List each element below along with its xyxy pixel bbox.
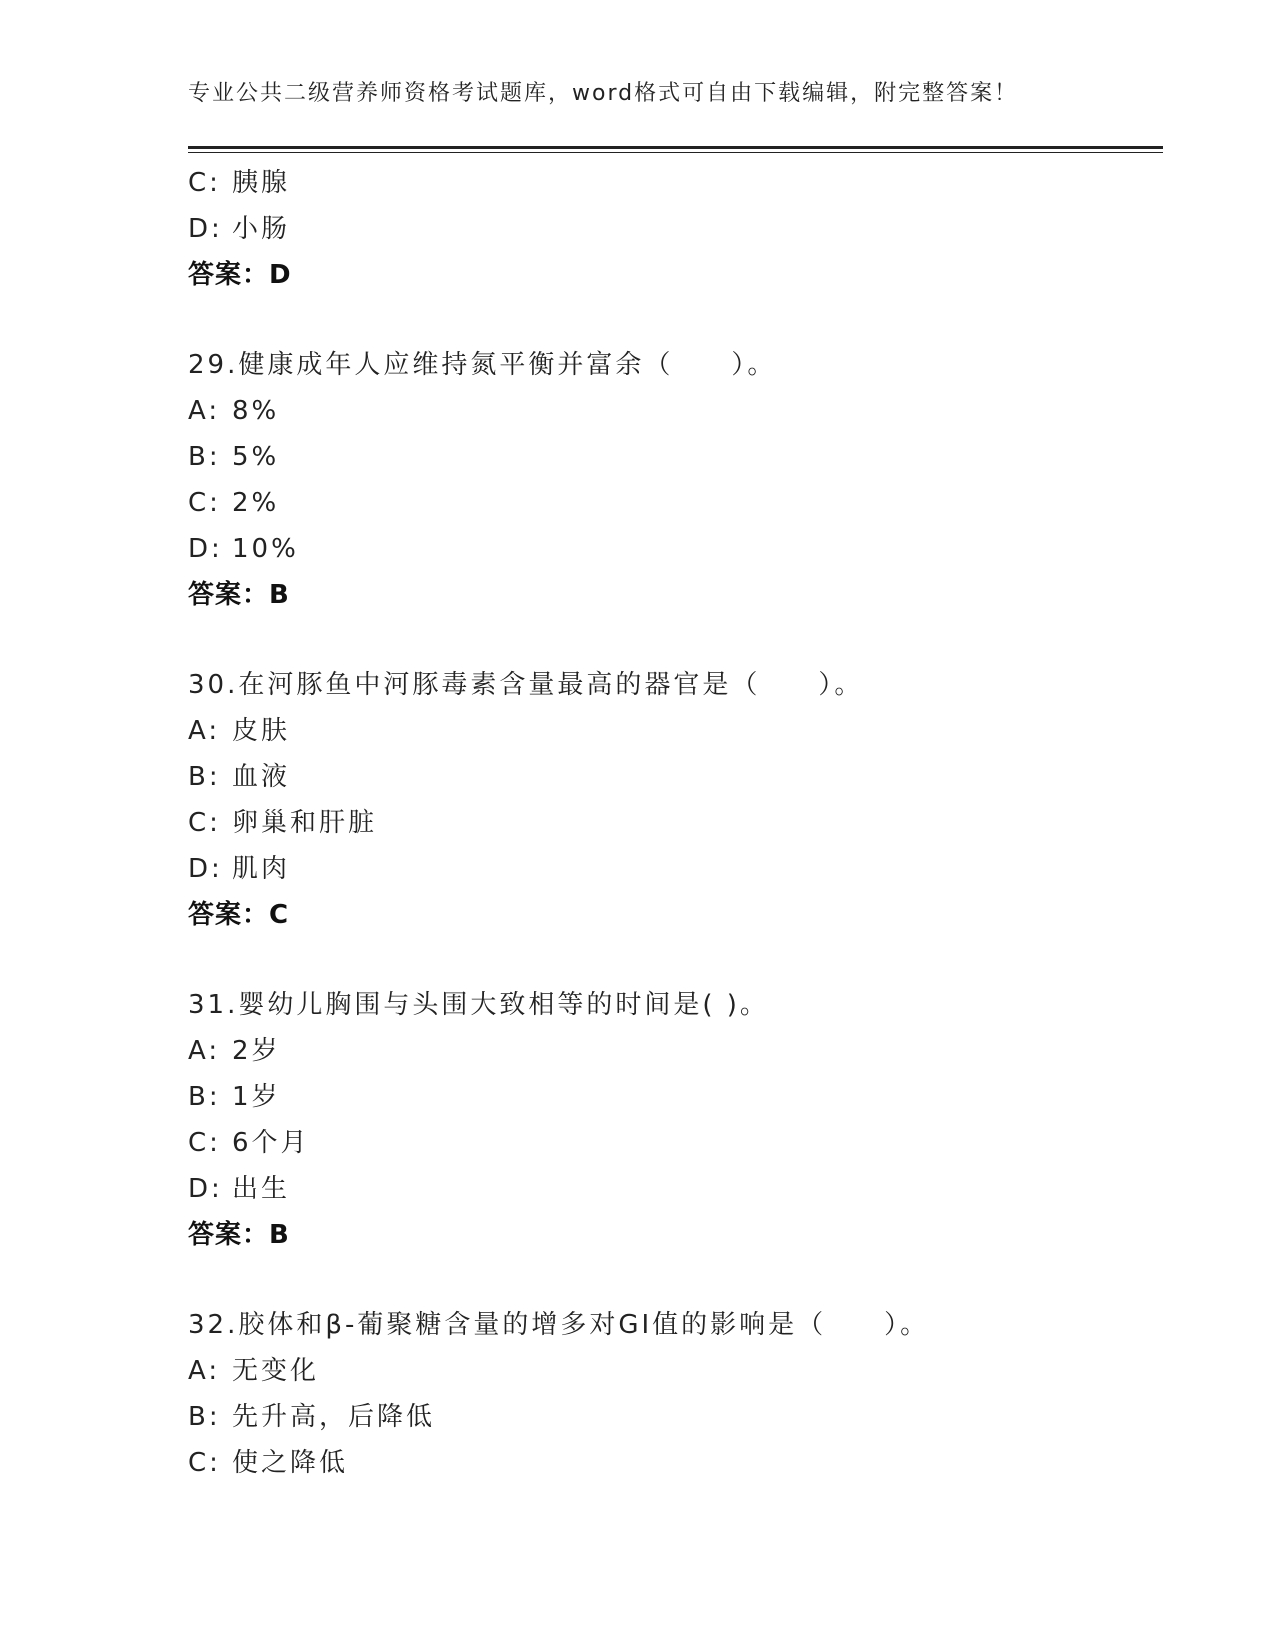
option-text: 小肠 (232, 214, 291, 244)
option-d (188, 526, 1163, 572)
option-label: A: (188, 1356, 221, 1386)
answer-label: 答案： (188, 260, 270, 290)
option-text: 无变化 (232, 1356, 320, 1386)
option-c (188, 800, 1163, 846)
option-label: C: (188, 808, 221, 838)
page-header: 专业公共二级营养师资格考试题库，word格式可自由下载编辑，附完整答案！ (188, 81, 1019, 106)
option-text: 6个月 (232, 1128, 310, 1158)
option-text: 先升高，后降低 (232, 1402, 436, 1432)
option-label: A: (188, 396, 221, 426)
option-label: C: (188, 488, 221, 518)
option-text: 使之降低 (232, 1448, 349, 1478)
answer-label: 答案： (188, 580, 270, 610)
option-a (188, 1348, 1163, 1394)
header-rule-thin (188, 152, 1163, 153)
option-b (188, 1394, 1163, 1440)
option-d (188, 206, 1163, 252)
option-label: B: (188, 762, 221, 792)
option-label: D: (188, 1174, 223, 1204)
option-label: C: (188, 1128, 221, 1158)
option-b (188, 434, 1163, 480)
answer-value: B (269, 580, 290, 610)
option-label: A: (188, 716, 221, 746)
option-c (188, 1440, 1163, 1486)
answer-label: 答案： (188, 1220, 270, 1250)
option-b (188, 754, 1163, 800)
option-label: B: (188, 1082, 221, 1112)
option-label: D: (188, 214, 223, 244)
answer-value: B (269, 1220, 290, 1250)
answer-line (188, 252, 1163, 298)
option-text: 卵巢和肝脏 (232, 808, 378, 838)
answer-line (188, 572, 1163, 618)
option-a (188, 388, 1163, 434)
option-text: 皮肤 (232, 716, 291, 746)
option-a (188, 708, 1163, 754)
option-label: A: (188, 1036, 221, 1066)
question-list (188, 160, 1163, 1486)
answer-label: 答案： (188, 900, 270, 930)
answer-line (188, 1212, 1163, 1258)
answer-value: D (269, 260, 292, 290)
answer-line (188, 892, 1163, 938)
option-d (188, 1166, 1163, 1212)
option-text: 5% (232, 442, 280, 472)
question-stem: 31.婴幼儿胸围与头围大致相等的时间是( )。 (188, 990, 769, 1020)
option-a (188, 1028, 1163, 1074)
option-d (188, 846, 1163, 892)
option-text: 1岁 (232, 1082, 281, 1112)
option-label: D: (188, 854, 223, 884)
option-text: 胰腺 (232, 168, 291, 198)
option-label: C: (188, 168, 221, 198)
question-stem: 29.健康成年人应维持氮平衡并富余（ ）。 (188, 350, 777, 380)
option-label: C: (188, 1448, 221, 1478)
option-text: 10% (232, 534, 299, 564)
question-stem: 30.在河豚鱼中河豚毒素含量最高的器官是（ ）。 (188, 670, 864, 700)
header-rule-thick (188, 146, 1163, 149)
option-text: 肌肉 (232, 854, 291, 884)
option-label: B: (188, 442, 221, 472)
option-text: 2岁 (232, 1036, 281, 1066)
question-stem: 32.胶体和β-葡聚糖含量的增多对GI值的影响是（ ）。 (188, 1310, 930, 1340)
option-b (188, 1074, 1163, 1120)
option-text: 出生 (232, 1174, 291, 1204)
option-c (188, 160, 1163, 206)
option-text: 血液 (232, 762, 291, 792)
option-label: D: (188, 534, 223, 564)
option-label: B: (188, 1402, 221, 1432)
option-c (188, 1120, 1163, 1166)
answer-value: C (269, 900, 290, 930)
option-text: 8% (232, 396, 280, 426)
option-c (188, 480, 1163, 526)
option-text: 2% (232, 488, 280, 518)
